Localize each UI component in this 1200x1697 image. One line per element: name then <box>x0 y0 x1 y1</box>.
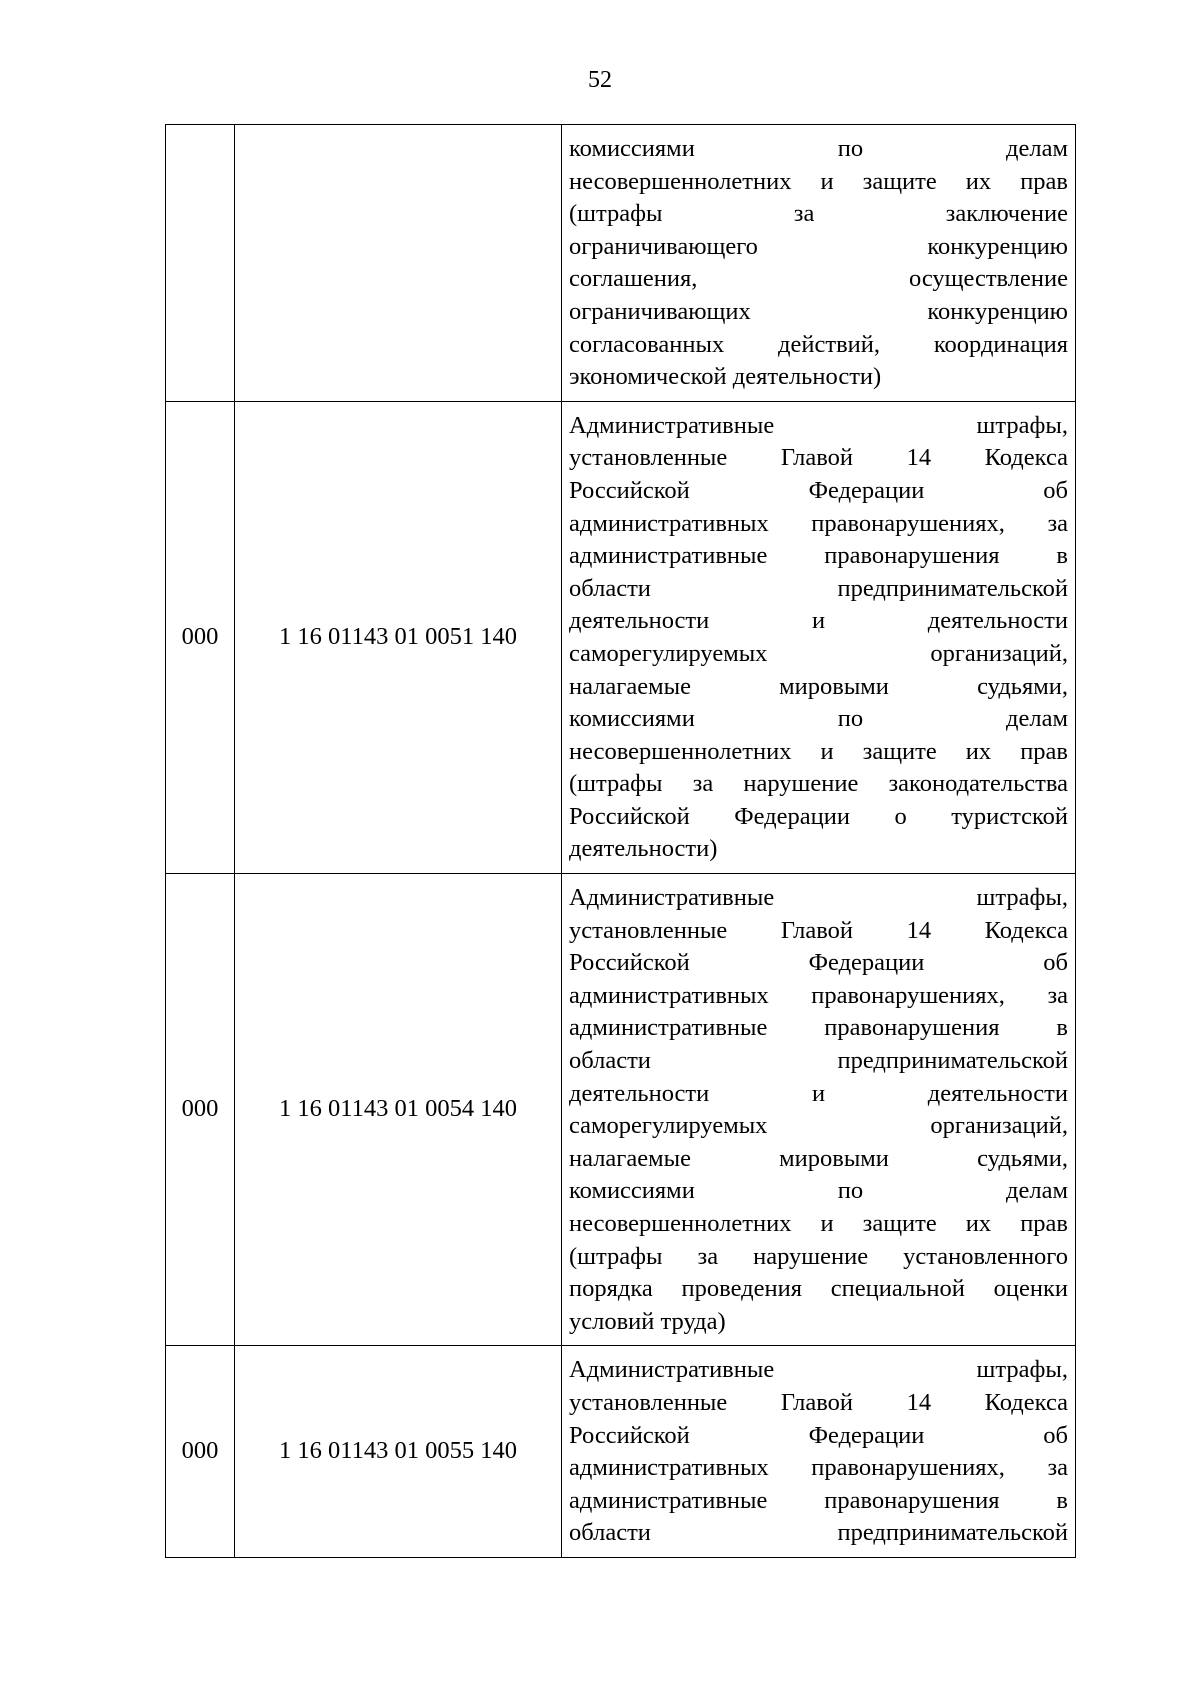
budget-classification-table <box>165 124 1076 1558</box>
description-line: согласованных действий, координация <box>569 330 1068 358</box>
description-line: ограничивающих конкуренцию <box>569 297 1068 325</box>
description-line: деятельности и деятельности <box>569 607 1068 635</box>
description-line: административных правонарушениях, за <box>569 1454 1068 1482</box>
description-line: Административные штрафы, <box>569 411 1068 439</box>
description-line: налагаемые мировыми судьями, <box>569 672 1068 700</box>
description-line: саморегулируемых организаций, <box>569 639 1068 667</box>
kbk-code-cell: 1 16 01143 01 0055 140 <box>235 1346 562 1558</box>
admin-code-cell: 000 <box>166 874 235 1346</box>
description-line: административные правонарушения в <box>569 1486 1068 1514</box>
table-row <box>166 874 1076 1346</box>
description-line: деятельности и деятельности <box>569 1079 1068 1107</box>
description-line: комиссиями по делам <box>569 135 1068 162</box>
description-cell <box>562 125 1076 402</box>
description-line: Российской Федерации об <box>569 949 1068 977</box>
description-line: административные правонарушения в <box>569 1014 1068 1042</box>
description-line: условий труда) <box>569 1307 726 1335</box>
kbk-code-cell: 1 16 01143 01 0054 140 <box>235 874 562 1346</box>
description-line: комиссиями по делам <box>569 1177 1068 1205</box>
admin-code-cell <box>166 125 235 402</box>
description-line: Российской Федерации об <box>569 476 1068 504</box>
description-cell <box>562 1346 1076 1558</box>
description-line: комиссиями по делам <box>569 705 1068 733</box>
description-line: установленные Главой 14 Кодекса <box>569 916 1068 944</box>
description-line: административных правонарушениях, за <box>569 981 1068 1009</box>
description-line: (штрафы за нарушение установленного <box>569 1242 1068 1270</box>
admin-code-cell: 000 <box>166 1346 235 1558</box>
description-line: установленные Главой 14 Кодекса <box>569 444 1068 472</box>
description-line: области предпринимательской <box>569 1519 1068 1547</box>
description-line: области предпринимательской <box>569 1047 1068 1075</box>
kbk-code-cell <box>235 125 562 402</box>
description-line: Административные штрафы, <box>569 1356 1068 1384</box>
description-line: порядка проведения специальной оценки <box>569 1275 1068 1303</box>
description-cell <box>562 874 1076 1346</box>
table-row <box>166 1346 1076 1558</box>
description-line: административных правонарушениях, за <box>569 509 1068 537</box>
description-line: несовершеннолетних и защите их прав <box>569 1210 1068 1237</box>
description-line: установленные Главой 14 Кодекса <box>569 1388 1068 1416</box>
description-line: соглашения, осуществление <box>569 265 1068 293</box>
admin-code-cell: 000 <box>166 401 235 873</box>
description-line: (штрафы за нарушение законодательства <box>569 770 1068 798</box>
description-line: Российской Федерации о туристской <box>569 802 1068 830</box>
description-line: (штрафы за заключение <box>569 200 1068 228</box>
kbk-code-cell: 1 16 01143 01 0051 140 <box>235 401 562 873</box>
table-row <box>166 401 1076 873</box>
description-line: деятельности) <box>569 835 718 863</box>
description-line: саморегулируемых организаций, <box>569 1112 1068 1140</box>
description-line: несовершеннолетних и защите их прав <box>569 167 1068 195</box>
description-line: несовершеннолетних и защите их прав <box>569 737 1068 765</box>
description-line: области предпринимательской <box>569 574 1068 602</box>
description-line: экономической деятельности) <box>569 363 882 391</box>
description-line: ограничивающего конкуренцию <box>569 232 1068 260</box>
description-cell <box>562 401 1076 873</box>
description-line: налагаемые мировыми судьями, <box>569 1144 1068 1172</box>
description-line: Административные штрафы, <box>569 884 1068 912</box>
table-row <box>166 125 1076 402</box>
page-number: 52 <box>588 67 612 93</box>
description-line: Российской Федерации об <box>569 1421 1068 1449</box>
description-line: административные правонарушения в <box>569 542 1068 570</box>
